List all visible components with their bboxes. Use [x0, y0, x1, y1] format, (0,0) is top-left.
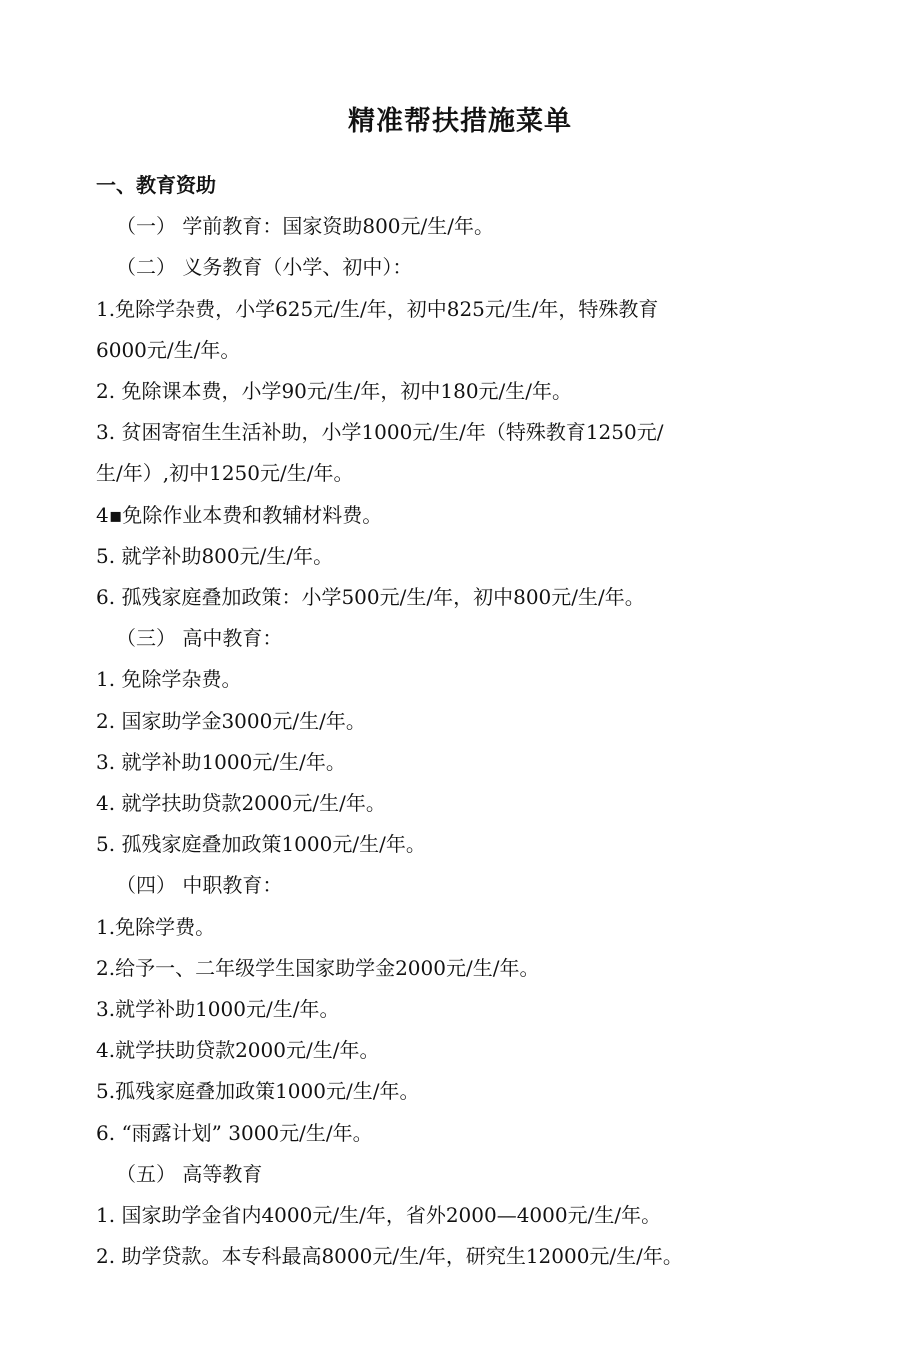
list-item: 6. 孤残家庭叠加政策：小学500元/生/年，初中800元/生/年。 — [96, 585, 645, 610]
subsection-heading: （三） 高中教育： — [116, 626, 283, 651]
list-item: 5.孤残家庭叠加政策1000元/生/年。 — [96, 1079, 420, 1104]
list-item: 生/年）,初中1250元/生/年。 — [96, 461, 354, 486]
section-heading: 一、教育资助 — [96, 173, 216, 197]
subsection-heading: （四） 中职教育： — [116, 873, 283, 898]
list-item: 5. 孤残家庭叠加政策1000元/生/年。 — [96, 832, 426, 857]
list-item: 1. 免除学杂费。 — [96, 667, 242, 692]
document-body — [96, 165, 796, 1277]
list-item: 1. 国家助学金省内4000元/生/年，省外2000—4000元/生/年。 — [96, 1203, 662, 1228]
list-item: 3. 贫困寄宿生生活补助，小学1000元/生/年（特殊教育1250元/ — [96, 420, 664, 445]
list-item: 1.免除学费。 — [96, 914, 216, 939]
list-item: 4.就学扶助贷款2000元/生/年。 — [96, 1038, 380, 1063]
list-item: 1.免除学杂费，小学625元/生/年，初中825元/生/年，特殊教育 — [96, 296, 659, 321]
document-title: 精准帮扶措施菜单 — [348, 106, 572, 137]
list-item: 4▪免除作业本费和教辅材料费。 — [96, 502, 383, 527]
list-item: 6000元/生/年。 — [96, 337, 241, 362]
list-item: 5. 就学补助800元/生/年。 — [96, 543, 334, 568]
list-item: 6. “雨露计划” 3000元/生/年。 — [96, 1120, 373, 1145]
list-item: 2. 免除课本费，小学90元/生/年，初中180元/生/年。 — [96, 379, 573, 404]
list-item: 2.给予一、二年级学生国家助学金2000元/生/年。 — [96, 955, 540, 980]
list-item: 3.就学补助1000元/生/年。 — [96, 997, 340, 1022]
subsection-heading: （二） 义务教育（小学、初中）： — [116, 255, 413, 280]
list-item: 3. 就学补助1000元/生/年。 — [96, 749, 346, 774]
subsection-heading: （五） 高等教育 — [116, 1161, 263, 1186]
list-item: 2. 国家助学金3000元/生/年。 — [96, 708, 366, 733]
subsection-heading: （一） 学前教育：国家资助800元/生/年。 — [116, 214, 495, 239]
list-item: 4. 就学扶助贷款2000元/生/年。 — [96, 791, 386, 816]
list-item: 2. 助学贷款。本专科最高8000元/生/年，研究生12000元/生/年。 — [96, 1244, 683, 1269]
